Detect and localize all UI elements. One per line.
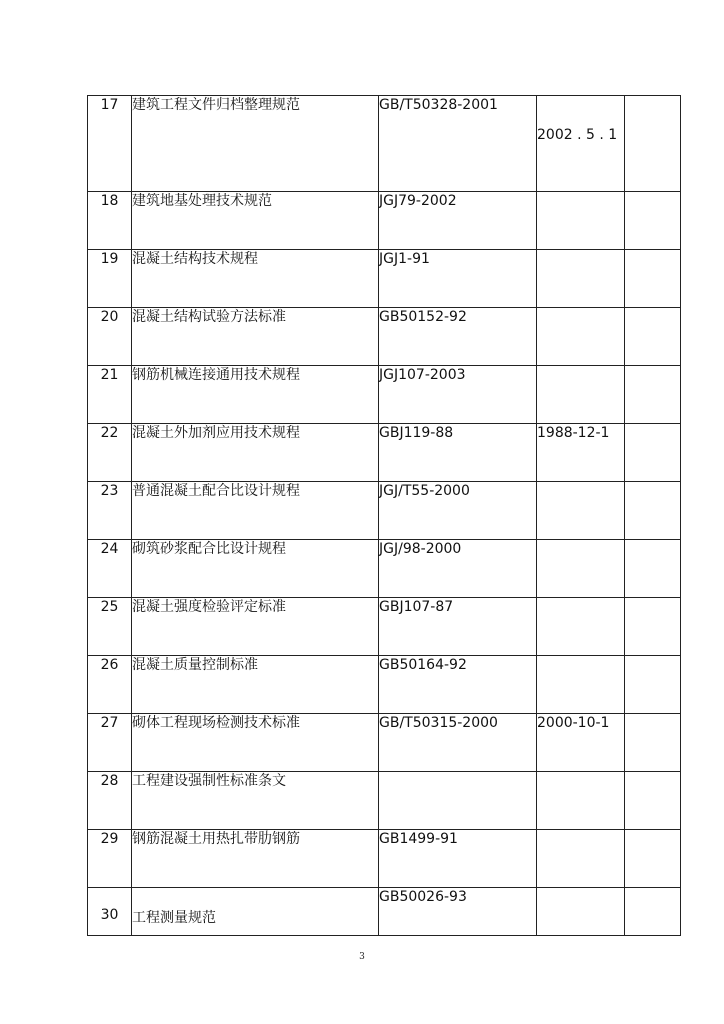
table-row: [88, 830, 681, 888]
blank-cell: [625, 250, 681, 308]
blank-cell: [625, 714, 681, 772]
effective-date: [537, 366, 625, 424]
standards-table: [87, 95, 681, 936]
blank-cell: [625, 830, 681, 888]
row-number: 24: [88, 540, 132, 598]
blank-cell: [625, 540, 681, 598]
effective-date: [537, 598, 625, 656]
row-number: 21: [88, 366, 132, 424]
standard-name: 混凝土结构技术规程: [132, 250, 379, 308]
standard-name: 砌体工程现场检测技术标准: [132, 714, 379, 772]
effective-date: [537, 192, 625, 250]
effective-date: [537, 250, 625, 308]
standard-name: 普通混凝土配合比设计规程: [132, 482, 379, 540]
table-row: [88, 250, 681, 308]
blank-cell: [625, 366, 681, 424]
blank-cell: [625, 656, 681, 714]
standard-name: 混凝土强度检验评定标准: [132, 598, 379, 656]
standard-code: JGJ79-2002: [379, 192, 537, 250]
row-number: 26: [88, 656, 132, 714]
effective-date: [537, 482, 625, 540]
page-number: 3: [359, 952, 365, 962]
blank-cell: [625, 308, 681, 366]
standard-code: JGJ1-91: [379, 250, 537, 308]
standard-code: GB1499-91: [379, 830, 537, 888]
row-number: 29: [88, 830, 132, 888]
blank-cell: [625, 424, 681, 482]
effective-date: [537, 540, 625, 598]
effective-date: 2000-10-1: [537, 714, 625, 772]
table-row: [88, 192, 681, 250]
table-row: [88, 308, 681, 366]
standard-code: GBJ107-87: [379, 598, 537, 656]
effective-date: 1988-12-1: [537, 424, 625, 482]
effective-date: 2002 . 5 . 1: [537, 96, 625, 192]
table-row: [88, 424, 681, 482]
blank-cell: [625, 482, 681, 540]
standard-name: 钢筋机械连接通用技术规程: [132, 366, 379, 424]
standard-code: JGJ/T55-2000: [379, 482, 537, 540]
blank-cell: [625, 772, 681, 830]
blank-cell: [625, 888, 681, 936]
row-number: 25: [88, 598, 132, 656]
standard-name: 建筑工程文件归档整理规范: [132, 96, 379, 192]
row-number: 17: [88, 96, 132, 192]
effective-date: [537, 308, 625, 366]
table-row: [88, 366, 681, 424]
row-number: 18: [88, 192, 132, 250]
table-row: [88, 888, 681, 936]
standard-name: 钢筋混凝土用热扎带肋钢筋: [132, 830, 379, 888]
table-row: [88, 598, 681, 656]
effective-date: [537, 888, 625, 936]
standard-code: [379, 772, 537, 830]
standard-code: GB/T50315-2000: [379, 714, 537, 772]
row-number: 28: [88, 772, 132, 830]
blank-cell: [625, 192, 681, 250]
row-number: 19: [88, 250, 132, 308]
standard-code: GB/T50328-2001: [379, 96, 537, 192]
standard-code: GB50152-92: [379, 308, 537, 366]
table-row: [88, 772, 681, 830]
table-row: [88, 714, 681, 772]
row-number: 20: [88, 308, 132, 366]
standard-code: GB50026-93: [379, 888, 537, 936]
standard-name: 工程建设强制性标准条文: [132, 772, 379, 830]
standard-name: 混凝土质量控制标准: [132, 656, 379, 714]
effective-date: [537, 830, 625, 888]
standard-code: GBJ119-88: [379, 424, 537, 482]
table-row: [88, 96, 681, 192]
standard-name: 建筑地基处理技术规范: [132, 192, 379, 250]
standard-name: 混凝土外加剂应用技术规程: [132, 424, 379, 482]
standard-code: JGJ/98-2000: [379, 540, 537, 598]
standard-name: 混凝土结构试验方法标准: [132, 308, 379, 366]
effective-date: [537, 772, 625, 830]
table-row: [88, 482, 681, 540]
row-number: 23: [88, 482, 132, 540]
standard-name: 工程测量规范: [132, 888, 379, 936]
row-number: 27: [88, 714, 132, 772]
table-row: [88, 540, 681, 598]
standard-name: 砌筑砂浆配合比设计规程: [132, 540, 379, 598]
blank-cell: [625, 598, 681, 656]
table-row: [88, 656, 681, 714]
standard-code: GB50164-92: [379, 656, 537, 714]
blank-cell: [625, 96, 681, 192]
effective-date: [537, 656, 625, 714]
standard-code: JGJ107-2003: [379, 366, 537, 424]
row-number: 22: [88, 424, 132, 482]
row-number: 30: [88, 888, 132, 936]
